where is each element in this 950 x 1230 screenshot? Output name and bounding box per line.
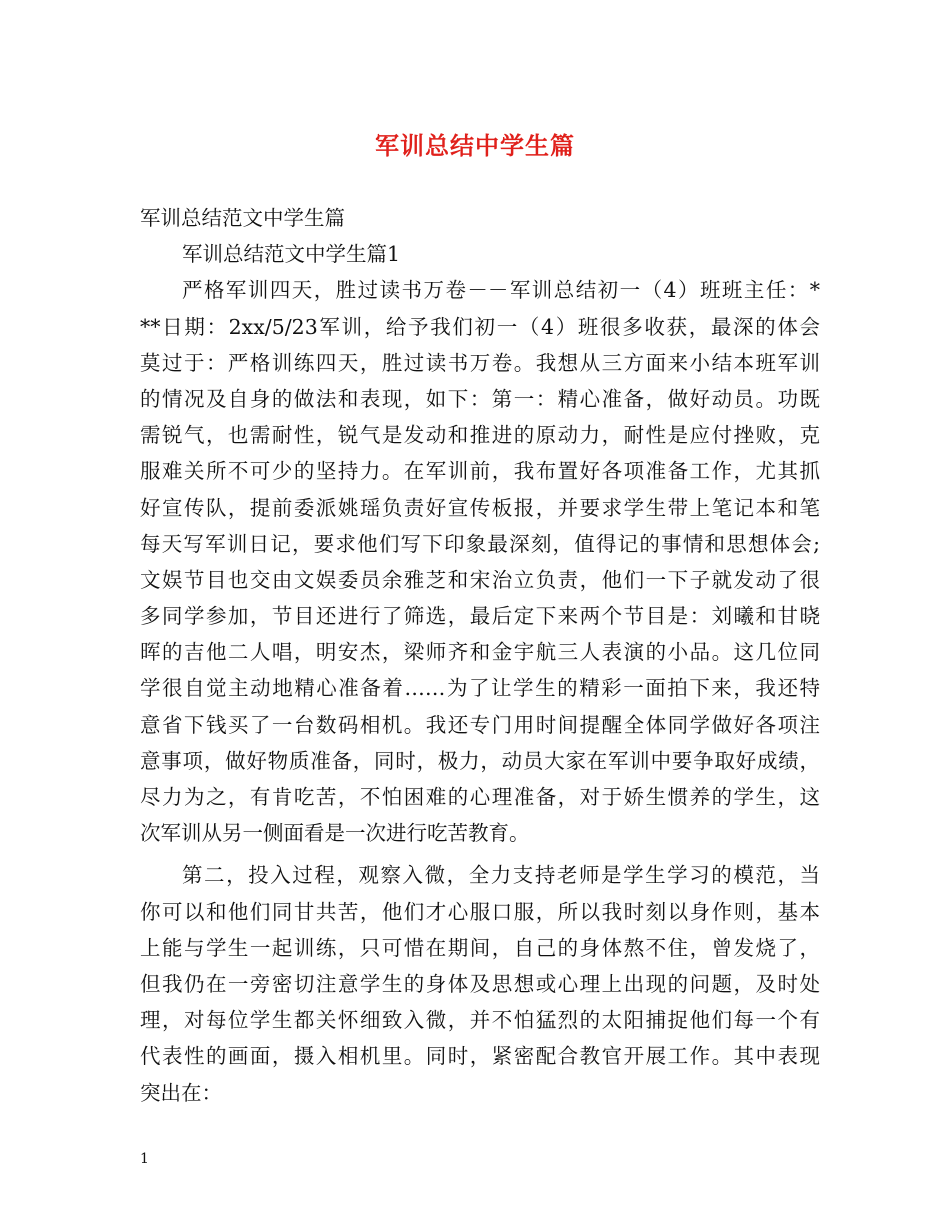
paragraph-line: 理，对每位学生都关怀细致入微，并不怕猛烈的太阳捕捉他们每一个有 xyxy=(140,1008,820,1033)
paragraph-line: 晖的吉他二人唱，明安杰，梁师齐和金宇航三人表演的小品。这几位同 xyxy=(140,640,820,665)
paragraph-line: 文娱节目也交由文娱委员余雅芝和宋治立负责，他们一下子就发动了很 xyxy=(140,567,820,592)
paragraph-line: 好宣传队，提前委派姚瑶负责好宣传板报，并要求学生带上笔记本和笔 xyxy=(140,495,820,520)
paragraph-line: 严格军训四天，胜过读书万卷－－军训总结初一（4）班班主任：* xyxy=(182,278,820,303)
paragraph-line: 每天写军训日记，要求他们写下印象最深刻，值得记的事情和思想体会; xyxy=(140,531,820,556)
paragraph-line: 需锐气，也需耐性，锐气是发动和推进的原动力，耐性是应付挫败，克 xyxy=(140,423,820,448)
page-number: 1 xyxy=(140,1151,149,1167)
document-title: 军训总结中学生篇 xyxy=(375,131,575,160)
paragraph-line: 莫过于：严格训练四天，胜过读书万卷。我想从三方面来小结本班军训 xyxy=(140,350,820,375)
paragraph-2 xyxy=(140,857,820,1110)
document-subtitle: 军训总结范文中学生篇 xyxy=(140,206,345,230)
paragraph-line: 你可以和他们同甘共苦，他们才心服口服，所以我时刻以身作则，基本 xyxy=(140,899,820,924)
paragraph-line: 意事项，做好物质准备，同时，极力，动员大家在军训中要争取好成绩， xyxy=(140,748,820,773)
paragraph-line: 上能与学生一起训练，只可惜在期间，自己的身体熬不住，曾发烧了， xyxy=(140,935,820,960)
paragraph-line: 代表性的画面，摄入相机里。同时，紧密配合教官开展工作。其中表现 xyxy=(140,1044,820,1069)
paragraph-line: 意省下钱买了一台数码相机。我还专门用时间提醒全体同学做好各项注 xyxy=(140,712,820,737)
paragraph-line: 但我仍在一旁密切注意学生的身体及思想或心理上出现的问题，及时处 xyxy=(140,971,820,996)
paragraph-line: 第二，投入过程，观察入微，全力支持老师是学生学习的模范，当 xyxy=(182,863,820,888)
paragraph-1 xyxy=(140,272,820,851)
paragraph-line: **日期：2xx/5/23军训，给予我们初一（4）班很多收获，最深的体会 xyxy=(140,314,820,339)
paragraph-line: 的情况及自身的做法和表现，如下：第一：精心准备，做好动员。功既 xyxy=(140,386,820,411)
paragraph-line: 突出在： xyxy=(140,1080,222,1105)
paragraph-line: 服难关所不可少的坚持力。在军训前，我布置好各项准备工作，尤其抓 xyxy=(140,459,820,484)
paragraph-line: 多同学参加，节目还进行了筛选，最后定下来两个节目是：刘曦和甘晓 xyxy=(140,604,820,629)
section-heading: 军训总结范文中学生篇1 xyxy=(182,242,401,267)
document-body xyxy=(140,200,820,1111)
paragraph-line: 尽力为之，有肯吃苦，不怕困难的心理准备，对于娇生惯养的学生，这 xyxy=(140,785,820,809)
paragraph-line: 次军训从另一侧面看是一次进行吃苦教育。 xyxy=(140,821,530,846)
paragraph-line: 学很自觉主动地精心准备着……为了让学生的精彩一面拍下来，我还特 xyxy=(140,676,820,701)
